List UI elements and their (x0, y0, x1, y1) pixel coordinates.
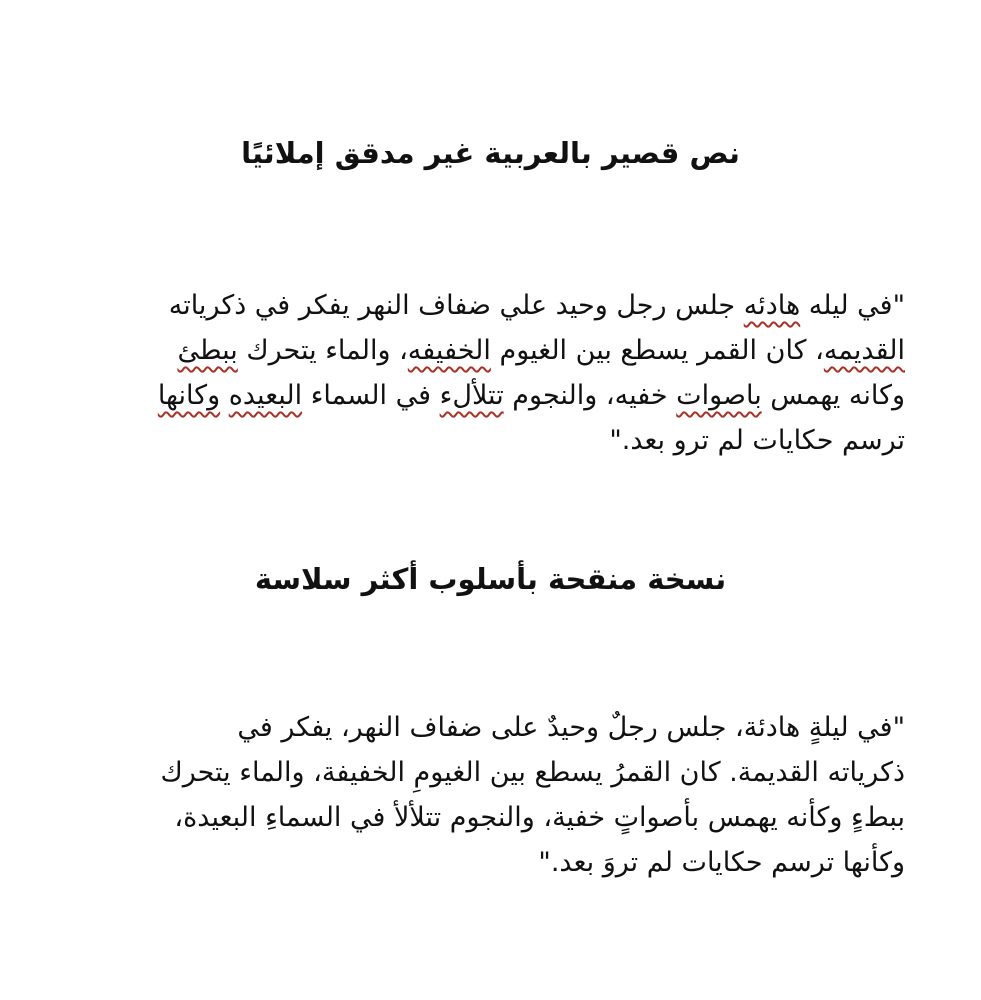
paragraph-line: ببطءٍ وكأنه يهمس بأصواتٍ خفية، والنجوم تتلألأ في السماءِ البعيدة، (174, 802, 905, 833)
paragraph-line: وكأنها ترسم حكايات لم تروَ بعد." (538, 847, 905, 878)
misspelled-word: القديمه (823, 335, 905, 366)
misspelled-word: ببطئ (177, 335, 238, 366)
text-segment: جلس رجل وحيد علي ضفاف النهر يفكر في ذكرياته (168, 290, 744, 321)
text-segment (220, 380, 229, 411)
paragraph-line (78, 328, 905, 373)
misspelled-word: هادئه (743, 290, 801, 321)
text-segment: ترسم حكايات لم ترو بعد." (609, 425, 905, 456)
text-segment: ، كان القمر يسطع بين الغيوم (490, 335, 824, 366)
corrected-paragraph (78, 705, 905, 885)
paragraph-line: ذكرياته القديمة. كان القمرُ يسطع بين الغيومِ الخفيفة، والماء يتحرك (160, 757, 905, 788)
text-segment: وكانه يهمس (761, 380, 905, 411)
misspelled-word: الخفيفه (407, 335, 491, 366)
misspelled-word: البعيده (228, 380, 303, 411)
text-segment: ، والماء يتحرك (237, 335, 408, 366)
text-segment: "في ليله (800, 290, 905, 321)
misspelled-word: تتلألء (439, 380, 504, 411)
text-segment: في السماء (302, 380, 440, 411)
text-segment: خفيه، والنجوم (503, 380, 677, 411)
uncorrected-paragraph (78, 283, 905, 463)
corrected-text-title: نسخة منقحة بأسلوب أكثر سلاسة (254, 562, 727, 596)
misspelled-word: باصوات (676, 380, 762, 411)
paragraph-line: "في ليلةٍ هادئة، جلس رجلٌ وحيدٌ على ضفاف النهر، يفكر في (237, 712, 905, 743)
uncorrected-text-title: نص قصير بالعربية غير مدقق إملائيًا (241, 136, 740, 170)
paragraph-line (78, 418, 905, 463)
paragraph-line (78, 283, 905, 328)
misspelled-word: وكانها (157, 380, 221, 411)
paragraph-line (78, 373, 905, 418)
